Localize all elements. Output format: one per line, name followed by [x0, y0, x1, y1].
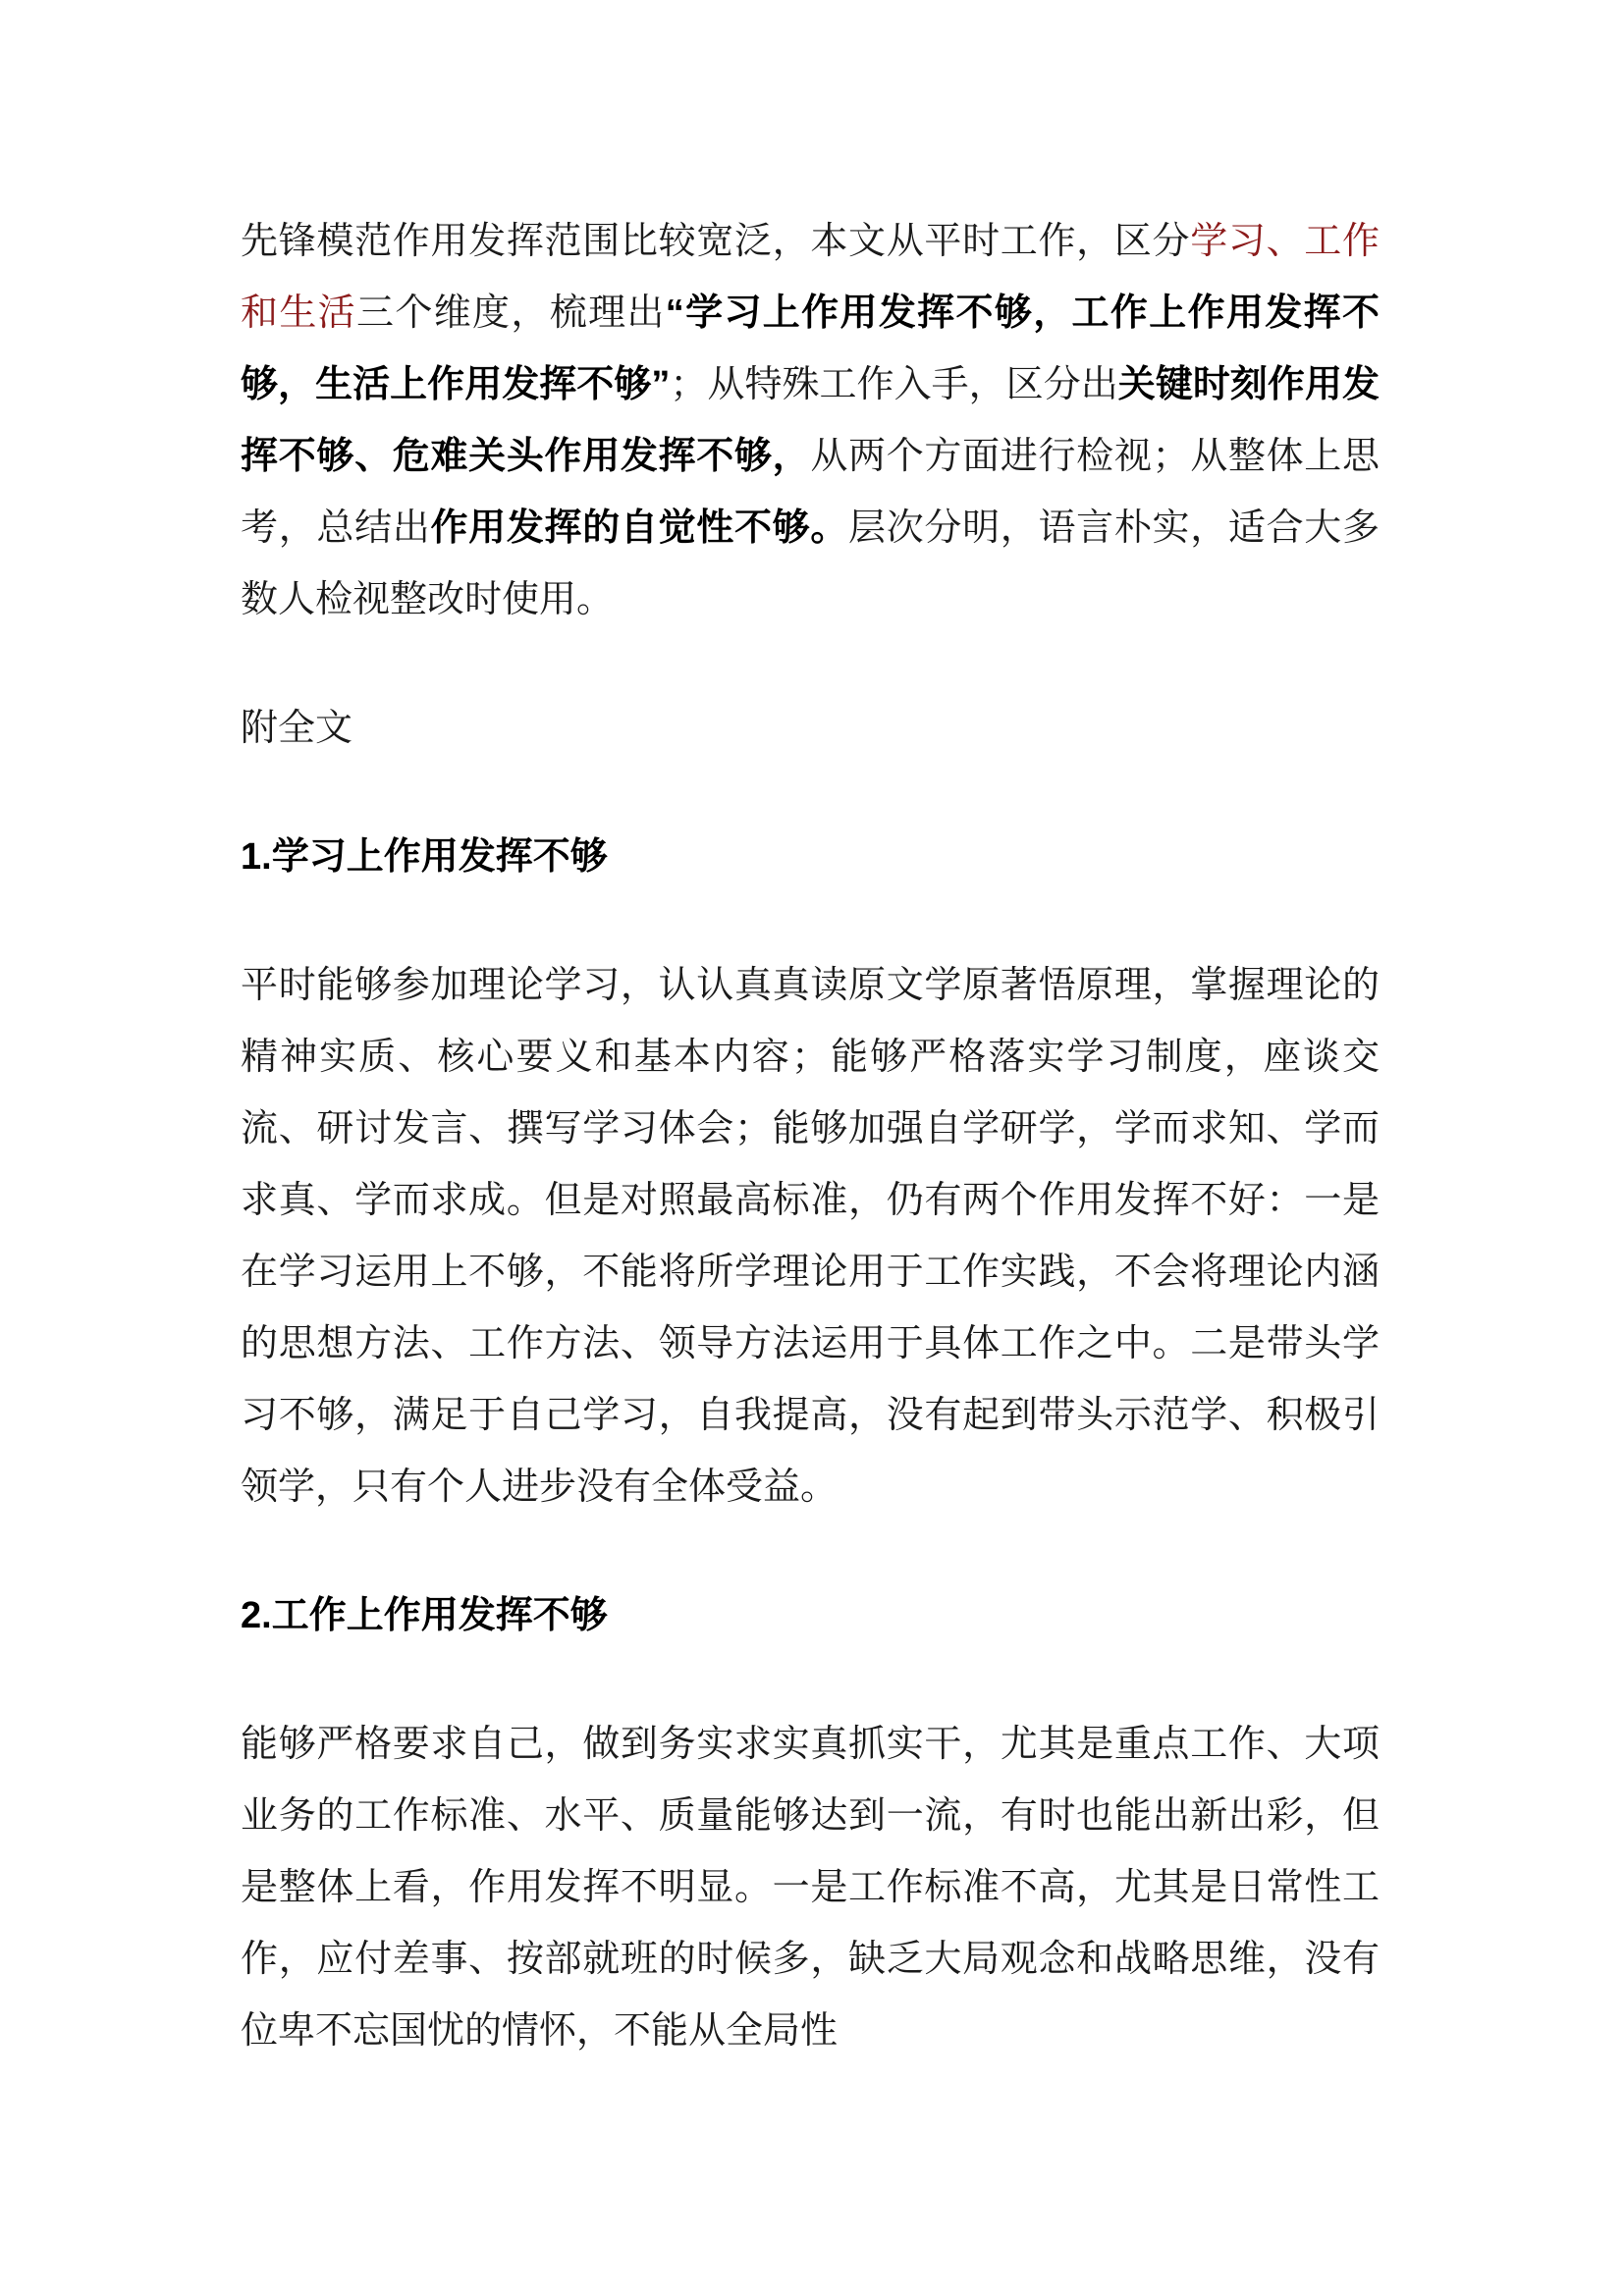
section-2-body: [241, 1709, 1380, 2067]
text-run-normal: 三个维度，梳理出: [356, 293, 666, 334]
text-run-accent: 学习、工作和生活: [241, 221, 1380, 334]
text-run-bold: 作用发挥的自觉性不够。: [430, 507, 849, 549]
text-run-normal: 能够严格要求自己，做到务实求实真抓实干，尤其是重点工作、大项业务的工作标准、水平、质量能够达到一流，有时也能出新出彩，但是整体上看，作用发挥不明显。一是工作标准不高，尤其是日常性工作，应付差事、按部就班的时候多，缺乏大局观念和战略思维，没有位卑不忘国忧的情怀，不能从全局性: [241, 1724, 1380, 2052]
section-1-body: [241, 950, 1380, 1523]
section-heading-1: [241, 822, 1380, 893]
document-content: [241, 206, 1380, 2067]
attachment-note: [241, 693, 1380, 765]
text-run-bold: 2.工作上作用发挥不够: [241, 1595, 608, 1636]
text-run-normal: 先锋模范作用发挥范围比较宽泛，本文从平时工作，区分: [241, 221, 1191, 262]
text-run-normal: 从两个方面进行检视；从整体上思考，总结出: [241, 436, 1380, 549]
text-run-bold: “学习上作用发挥不够，工作上作用发挥不够，生活上作用发挥不够”: [241, 293, 1380, 405]
section-heading-2: [241, 1580, 1380, 1652]
text-run-normal: 平时能够参加理论学习，认认真真读原文学原著悟原理，掌握理论的精神实质、核心要义和基本内容；能够严格落实学习制度，座谈交流、研讨发言、撰写学习体会；能够加强自学研学，学而求知、学而求真、学而求成。但是对照最高标准，仍有两个作用发挥不好：一是在学习运用上不够，不能将所学理论用于工作实践，不会将理论内涵的思想方法、工作方法、领导方法运用于具体工作之中。二是带头学习不够，满足于自己学习，自我提高，没有起到带头示范学、积极引领学，只有个人进步没有全体受益。: [241, 965, 1380, 1508]
text-run-normal: 附全文: [241, 708, 353, 749]
text-run-normal: 层次分明，语言朴实，适合大多数人检视整改时使用。: [241, 507, 1380, 620]
text-run-bold: 关键时刻作用发挥不够、危难关头作用发挥不够，: [241, 364, 1380, 477]
text-run-normal: ；从特殊工作入手，区分出: [670, 364, 1118, 405]
text-run-bold: 1.学习上作用发挥不够: [241, 836, 608, 878]
intro-paragraph: [241, 206, 1380, 636]
